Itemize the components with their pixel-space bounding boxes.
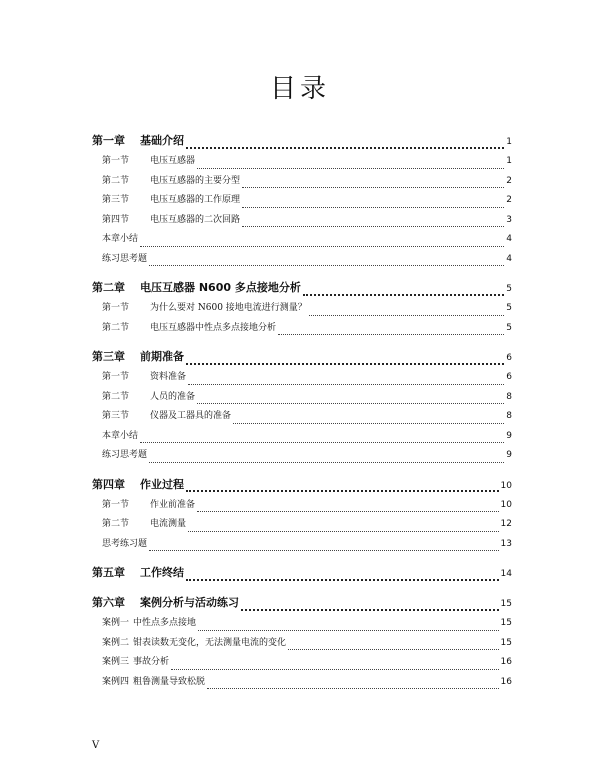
dot-leader (186, 570, 499, 581)
entry-title: 为什么要对 N600 接地电流进行测量？ (150, 303, 307, 313)
page-number: 15 (500, 637, 512, 648)
page-number: 6 (506, 353, 512, 363)
dot-leader (242, 217, 504, 227)
case-number: 案例三 (102, 657, 130, 667)
toc-chapter-entry[interactable] (92, 562, 512, 584)
case-number: 案例二 (102, 637, 130, 648)
chapter-number: 第六章 (92, 596, 125, 609)
page-number: 9 (506, 450, 512, 460)
page-number: 1 (506, 137, 512, 147)
page-number: 5 (506, 303, 512, 313)
dot-leader (242, 198, 504, 208)
page-title: 目录 (269, 74, 330, 104)
page-number: 15 (500, 618, 512, 628)
section-number: 第三节 (102, 195, 130, 205)
chapter-title: 基础介绍 (140, 134, 184, 147)
entry-title: 钳表读数无变化，无法测量电流的变化 (133, 637, 287, 648)
chapter-title: 电压互感器 N600 多点接地分析 (140, 281, 301, 294)
dot-leader (186, 138, 504, 149)
toc-section-entry[interactable] (92, 368, 512, 388)
page-number: 4 (506, 234, 512, 244)
dot-leader (186, 481, 499, 492)
entry-title: 电流测量 (150, 519, 187, 529)
page-number: 4 (506, 253, 512, 264)
dot-leader (198, 621, 499, 631)
toc-chapter-entry[interactable] (92, 346, 512, 368)
section-number: 第一节 (102, 372, 130, 382)
chapter-spacer (92, 554, 512, 562)
chapter-spacer (92, 269, 512, 277)
entry-title: 作业前准备 (150, 499, 196, 510)
page-number: 8 (506, 411, 512, 421)
chapter-number: 第二章 (92, 281, 125, 294)
page-number-footer: V (92, 740, 100, 751)
entry-title: 人员的准备 (150, 391, 196, 402)
dot-leader (188, 375, 504, 385)
toc-case-entry[interactable] (92, 614, 512, 634)
dot-leader (149, 256, 504, 266)
page-number: 5 (506, 284, 512, 294)
entry-title: 本章小结 (102, 430, 139, 441)
entry-title: 粗鲁测量导致松脱 (133, 676, 206, 687)
dot-leader (197, 394, 504, 404)
page-number: 1 (506, 156, 512, 166)
page-number: 16 (500, 657, 512, 667)
dot-leader (207, 679, 499, 689)
dot-leader (278, 325, 504, 335)
entry-title: 资料准备 (150, 372, 187, 382)
page-number: 8 (506, 391, 512, 402)
toc-section-entry[interactable] (92, 211, 512, 231)
dot-leader (171, 660, 499, 670)
toc-misc-entry[interactable] (92, 535, 512, 555)
dot-leader (149, 453, 504, 463)
toc-section-entry[interactable] (92, 299, 512, 319)
page-number: 2 (506, 175, 512, 186)
entry-title: 电压互感器的主要分型 (150, 175, 241, 186)
chapter-number: 第四章 (92, 477, 125, 491)
chapter-title: 案例分析与活动练习 (140, 596, 239, 609)
toc-case-entry[interactable] (92, 634, 512, 654)
toc-section-entry[interactable] (92, 172, 512, 192)
page-number: 10 (500, 499, 512, 510)
toc-misc-entry[interactable] (92, 230, 512, 250)
entry-title: 本章小结 (102, 234, 139, 244)
toc-section-entry[interactable] (92, 152, 512, 172)
page-number: 10 (500, 480, 512, 491)
page-number: 14 (500, 569, 512, 579)
entry-title: 电压互感器中性点多点接地分析 (150, 322, 277, 333)
chapter-spacer (92, 338, 512, 346)
section-number: 第一节 (102, 303, 130, 313)
section-number: 第二节 (102, 175, 130, 186)
entry-title: 电压互感器 (150, 156, 196, 166)
entry-title: 思考练习题 (102, 538, 148, 549)
section-number: 第一节 (102, 156, 130, 166)
dot-leader (303, 285, 504, 296)
entry-title: 练习思考题 (102, 450, 148, 460)
section-number: 第三节 (102, 411, 130, 421)
dot-leader (149, 541, 499, 551)
page-number: 9 (506, 430, 512, 441)
toc-section-entry[interactable] (92, 407, 512, 427)
page-number: 12 (500, 519, 512, 529)
chapter-spacer (92, 466, 512, 474)
entry-title: 事故分析 (133, 657, 170, 667)
section-number: 第四节 (102, 214, 130, 225)
dot-leader (197, 502, 499, 512)
toc-section-entry[interactable] (92, 515, 512, 535)
page-number: 3 (506, 214, 512, 225)
case-number: 案例一 (102, 618, 130, 628)
page-number: 2 (506, 195, 512, 205)
page-number: 5 (506, 322, 512, 333)
toc-case-entry[interactable] (92, 673, 512, 693)
toc-chapter-entry[interactable] (92, 592, 512, 614)
chapter-number: 第三章 (92, 350, 125, 363)
chapter-title: 工作终结 (140, 566, 184, 579)
chapter-title: 前期准备 (140, 350, 184, 363)
section-number: 第二节 (102, 322, 130, 333)
entry-title: 电压互感器的二次回路 (150, 214, 241, 225)
toc-section-entry[interactable] (92, 191, 512, 211)
page-number: 13 (500, 538, 512, 549)
page-number: 6 (506, 372, 512, 382)
section-number: 第二节 (102, 391, 130, 402)
table-of-contents (92, 130, 512, 692)
chapter-number: 第五章 (92, 566, 125, 579)
page-number: 15 (500, 599, 512, 609)
toc-case-entry[interactable] (92, 653, 512, 673)
toc-misc-entry[interactable] (92, 250, 512, 270)
dot-leader (241, 600, 499, 611)
chapter-number: 第一章 (92, 134, 125, 147)
chapter-spacer (92, 584, 512, 592)
entry-title: 练习思考题 (102, 253, 148, 264)
dot-leader (186, 354, 504, 365)
toc-section-entry[interactable] (92, 496, 512, 516)
entry-title: 中性点多点接地 (133, 618, 197, 628)
entry-title: 电压互感器的工作原理 (150, 195, 241, 205)
section-number: 第一节 (102, 499, 130, 510)
dot-leader (288, 640, 499, 650)
toc-section-entry[interactable] (92, 388, 512, 408)
dot-leader (188, 522, 499, 532)
toc-misc-entry[interactable] (92, 427, 512, 447)
case-number: 案例四 (102, 676, 130, 687)
toc-chapter-entry[interactable] (92, 130, 512, 152)
toc-section-entry[interactable] (92, 319, 512, 339)
dot-leader (140, 237, 504, 247)
dot-leader (242, 178, 504, 188)
dot-leader (309, 306, 504, 316)
toc-chapter-entry[interactable] (92, 277, 512, 299)
dot-leader (140, 433, 504, 443)
dot-leader (233, 414, 504, 424)
entry-title: 仪器及工器具的准备 (150, 411, 232, 421)
dot-leader (197, 159, 504, 169)
page-number: 16 (500, 676, 512, 687)
section-number: 第二节 (102, 519, 130, 529)
toc-misc-entry[interactable] (92, 446, 512, 466)
toc-chapter-entry[interactable] (92, 474, 512, 496)
chapter-title: 作业过程 (140, 477, 184, 491)
